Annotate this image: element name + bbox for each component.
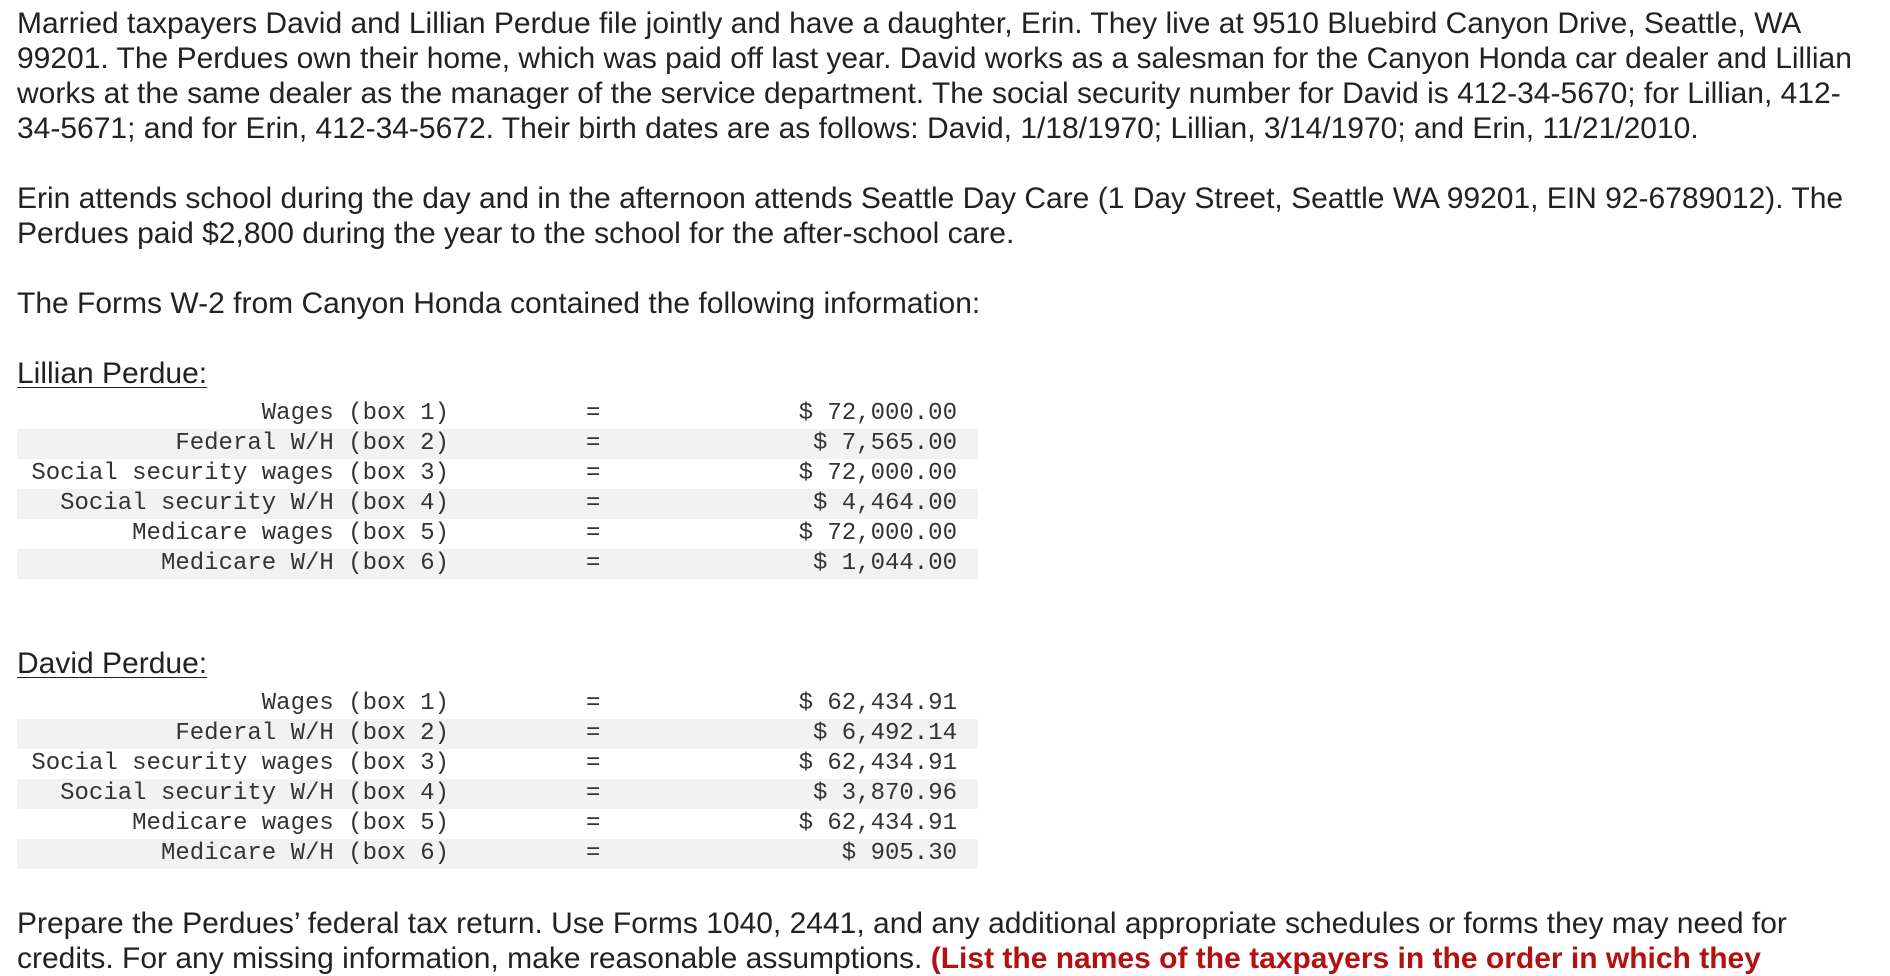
w2-equals: = bbox=[586, 460, 601, 487]
david-w2-table bbox=[17, 689, 978, 869]
w2-label: Social security W/H (box 4) bbox=[17, 489, 449, 519]
david-heading: David Perdue: bbox=[17, 647, 208, 680]
day-care-paragraph: Erin attends school during the day and in the afternoon attends Seattle Day Care (1 Day Street, Seattle WA 99201, EIN 92-6789012). The Perdues paid $2,800 during the year to the school for the after-school care. bbox=[17, 182, 1844, 250]
lillian-w2-table bbox=[17, 399, 978, 579]
w2-equals: = bbox=[586, 520, 601, 547]
w2-label: Medicare W/H (box 6) bbox=[17, 549, 449, 579]
table-row bbox=[17, 489, 978, 519]
w2-label: Medicare wages (box 5) bbox=[132, 810, 449, 837]
w2-value: $ 3,870.96 bbox=[746, 779, 978, 809]
instructions-emphasis: (List the names of the taxpayers in the order in which they bbox=[930, 942, 1761, 975]
w2-equals: = bbox=[449, 489, 746, 519]
w2-equals: = bbox=[449, 549, 746, 579]
table-row bbox=[17, 399, 978, 429]
w2-label: Wages (box 1) bbox=[261, 690, 449, 717]
instructions-text: Prepare the Perdues’ federal tax return. Use Forms 1040, 2441, and any additional appropriate schedules or forms they may need for credits. For any missing information, make reasonable assumptions. bbox=[17, 907, 1787, 975]
w2-equals: = bbox=[586, 810, 601, 837]
problem-content bbox=[17, 6, 1879, 976]
w2-value: $ 72,000.00 bbox=[798, 460, 957, 487]
w2-equals: = bbox=[449, 779, 746, 809]
w2-value: $ 7,565.00 bbox=[746, 429, 978, 459]
w2-value: $ 6,492.14 bbox=[746, 719, 978, 749]
w2-value: $ 62,434.91 bbox=[798, 690, 957, 717]
w2-equals: = bbox=[586, 400, 601, 427]
table-row bbox=[17, 519, 978, 549]
table-row bbox=[17, 549, 978, 579]
intro-paragraph: Married taxpayers David and Lillian Perdue file jointly and have a daughter, Erin. They live at 9510 Bluebird Canyon Drive, Seattle, WA 99201. The Perdues own their home, which was paid off last year. David works as a salesman for the Canyon Honda car dealer and Lillian works at the same dealer as the manager of the service department. The social security number for David is 412-34-5670; for Lillian, 412-34-5671; and for Erin, 412-34-5672. Their birth dates are as follows: David, 1/18/1970; Lillian, 3/14/1970; and Erin, 11/21/2010. bbox=[17, 7, 1852, 145]
w2-intro-paragraph: The Forms W-2 from Canyon Honda contained the following information: bbox=[17, 287, 981, 320]
w2-label: Federal W/H (box 2) bbox=[17, 429, 449, 459]
w2-value: $ 62,434.91 bbox=[798, 810, 957, 837]
instructions-paragraph bbox=[17, 906, 1879, 976]
w2-label: Social security wages (box 3) bbox=[31, 460, 449, 487]
w2-value: $ 905.30 bbox=[746, 839, 978, 869]
w2-label: Social security W/H (box 4) bbox=[17, 779, 449, 809]
w2-value: $ 4,464.00 bbox=[746, 489, 978, 519]
w2-value: $ 72,000.00 bbox=[798, 520, 957, 547]
table-row bbox=[17, 809, 978, 839]
w2-value: $ 1,044.00 bbox=[746, 549, 978, 579]
w2-value: $ 72,000.00 bbox=[798, 400, 957, 427]
w2-label: Federal W/H (box 2) bbox=[17, 719, 449, 749]
w2-label: Wages (box 1) bbox=[261, 400, 449, 427]
w2-value: $ 62,434.91 bbox=[798, 750, 957, 777]
table-row bbox=[17, 719, 978, 749]
w2-equals: = bbox=[586, 690, 601, 717]
table-row bbox=[17, 459, 978, 489]
w2-equals: = bbox=[449, 719, 746, 749]
table-row bbox=[17, 689, 978, 719]
lillian-heading: Lillian Perdue: bbox=[17, 357, 208, 390]
w2-label: Medicare W/H (box 6) bbox=[17, 839, 449, 869]
w2-label: Medicare wages (box 5) bbox=[132, 520, 449, 547]
w2-equals: = bbox=[586, 750, 601, 777]
table-row bbox=[17, 839, 978, 869]
w2-equals: = bbox=[449, 839, 746, 869]
table-row bbox=[17, 779, 978, 809]
w2-label: Social security wages (box 3) bbox=[31, 750, 449, 777]
table-row bbox=[17, 429, 978, 459]
table-row bbox=[17, 749, 978, 779]
w2-equals: = bbox=[449, 429, 746, 459]
